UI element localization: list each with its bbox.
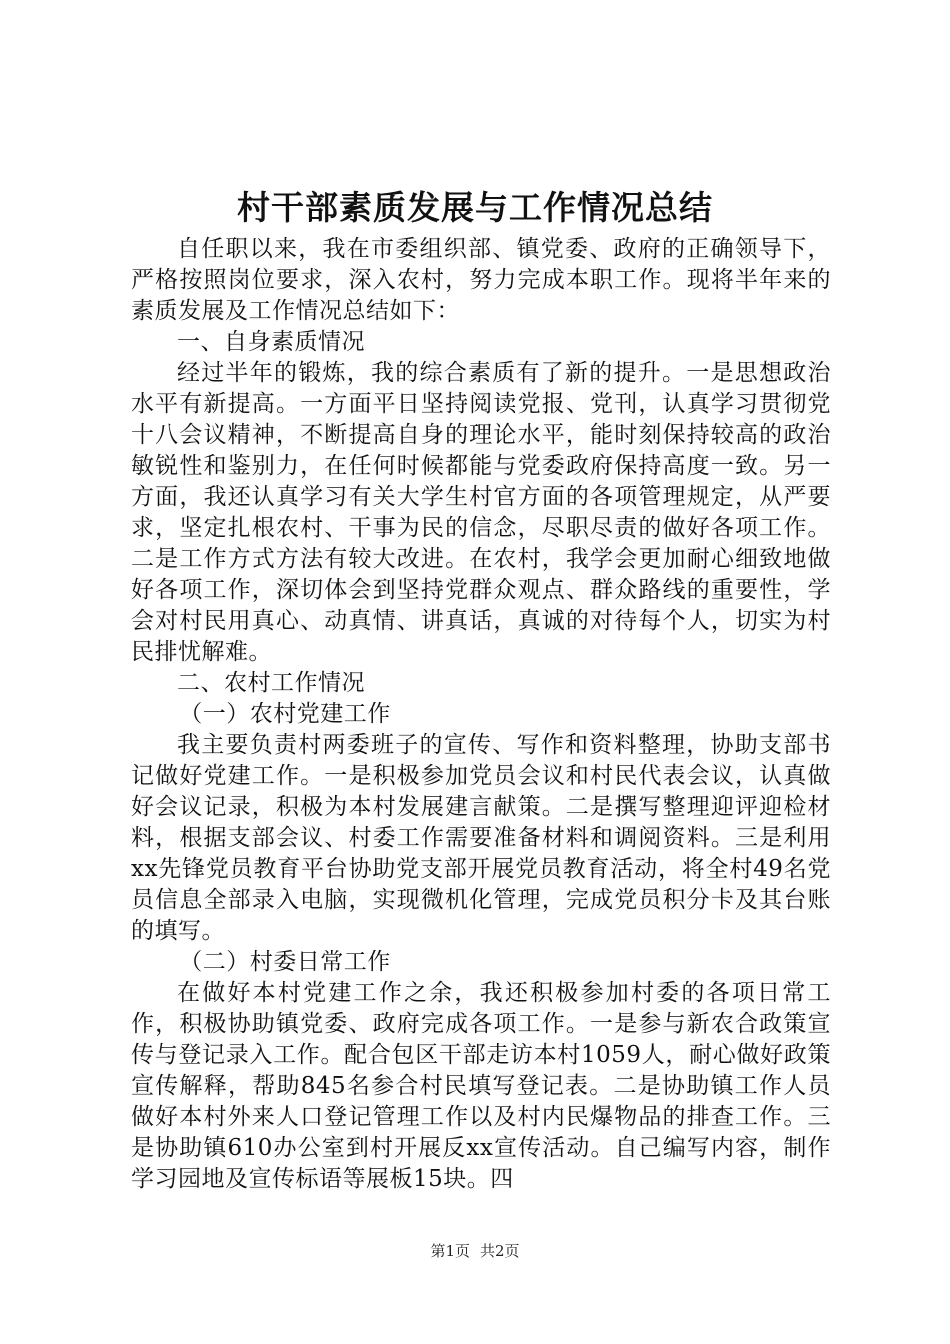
village-daily-work-paragraph: 在做好本村党建工作之余，我还积极参加村委的各项日常工作，积极协助镇党委、政府完成各项工作。一是参与新农合政策宣传与登记录入工作。配合包区干部走访本村1059人，耐心做好政策宣传解释，帮助845名参合村民填写登记表。二是协助镇工作人员做好本村外来人口登记管理工作以及村内民爆物品的排查工作。三是协助镇610办公室到村开展反xx宣传活动。自己编写内容，制作学习园地及宣传标语等展板15块。四 — [131, 980, 831, 1192]
subsection-heading-party-building: （一）农村党建工作 — [179, 701, 391, 727]
self-quality-paragraph: 经过半年的锻炼，我的综合素质有了新的提升。一是思想政治水平有新提高。一方面平日坚持阅读党报、党刊，认真学习贯彻党十八会议精神，不断提高自身的理论水平，能时刻保持较高的政治敏锐性和鉴别力，在任何时候都能与党委政府保持高度一致。另一方面，我还认真学习有关大学生村官方面的各项管理规定，从严要求，坚定扎根农村、干事为民的信念，尽职尽责的做好各项工作。二是工作方式方法有较大改进。在农村，我学会更加耐心细致地做好各项工作，深切体会到坚持党群众观点、群众路线的重要性，学会对村民用真心、动真情、讲真话，真诚的对待每个人，切实为村民排忧解难。 — [131, 360, 831, 665]
section-heading-self-quality: 一、自身素质情况 — [177, 329, 365, 355]
party-building-paragraph: 我主要负责村两委班子的宣传、写作和资料整理，协助支部书记做好党建工作。一是积极参加党员会议和村民代表会议，认真做好会议记录，积极为本村发展建言献策。二是撰写整理迎评迎检材料，根据支部会议、村委工作需要准备材料和调阅资料。三是利用xx先锋党员教育平台协助党支部开展党员教育活动，将全村49名党员信息全部录入电脑，实现微机化管理，完成党员积分卡及其台账的填写。 — [131, 732, 831, 944]
intro-paragraph: 自任职以来，我在市委组织部、镇党委、政府的正确领导下，严格按照岗位要求，深入农村，努力完成本职工作。现将半年来的素质发展及工作情况总结如下： — [131, 236, 831, 324]
document-body — [131, 234, 831, 1195]
document-title: 村干部素质发展与工作情况总结 — [237, 188, 713, 227]
section-heading-rural-work: 二、农村工作情况 — [177, 670, 365, 696]
subsection-heading-village-daily-work: （二）村委日常工作 — [179, 949, 391, 975]
page-number: 第1页 — [430, 1242, 470, 1260]
page-footer — [0, 1241, 950, 1261]
page-total: 共2页 — [480, 1242, 520, 1260]
